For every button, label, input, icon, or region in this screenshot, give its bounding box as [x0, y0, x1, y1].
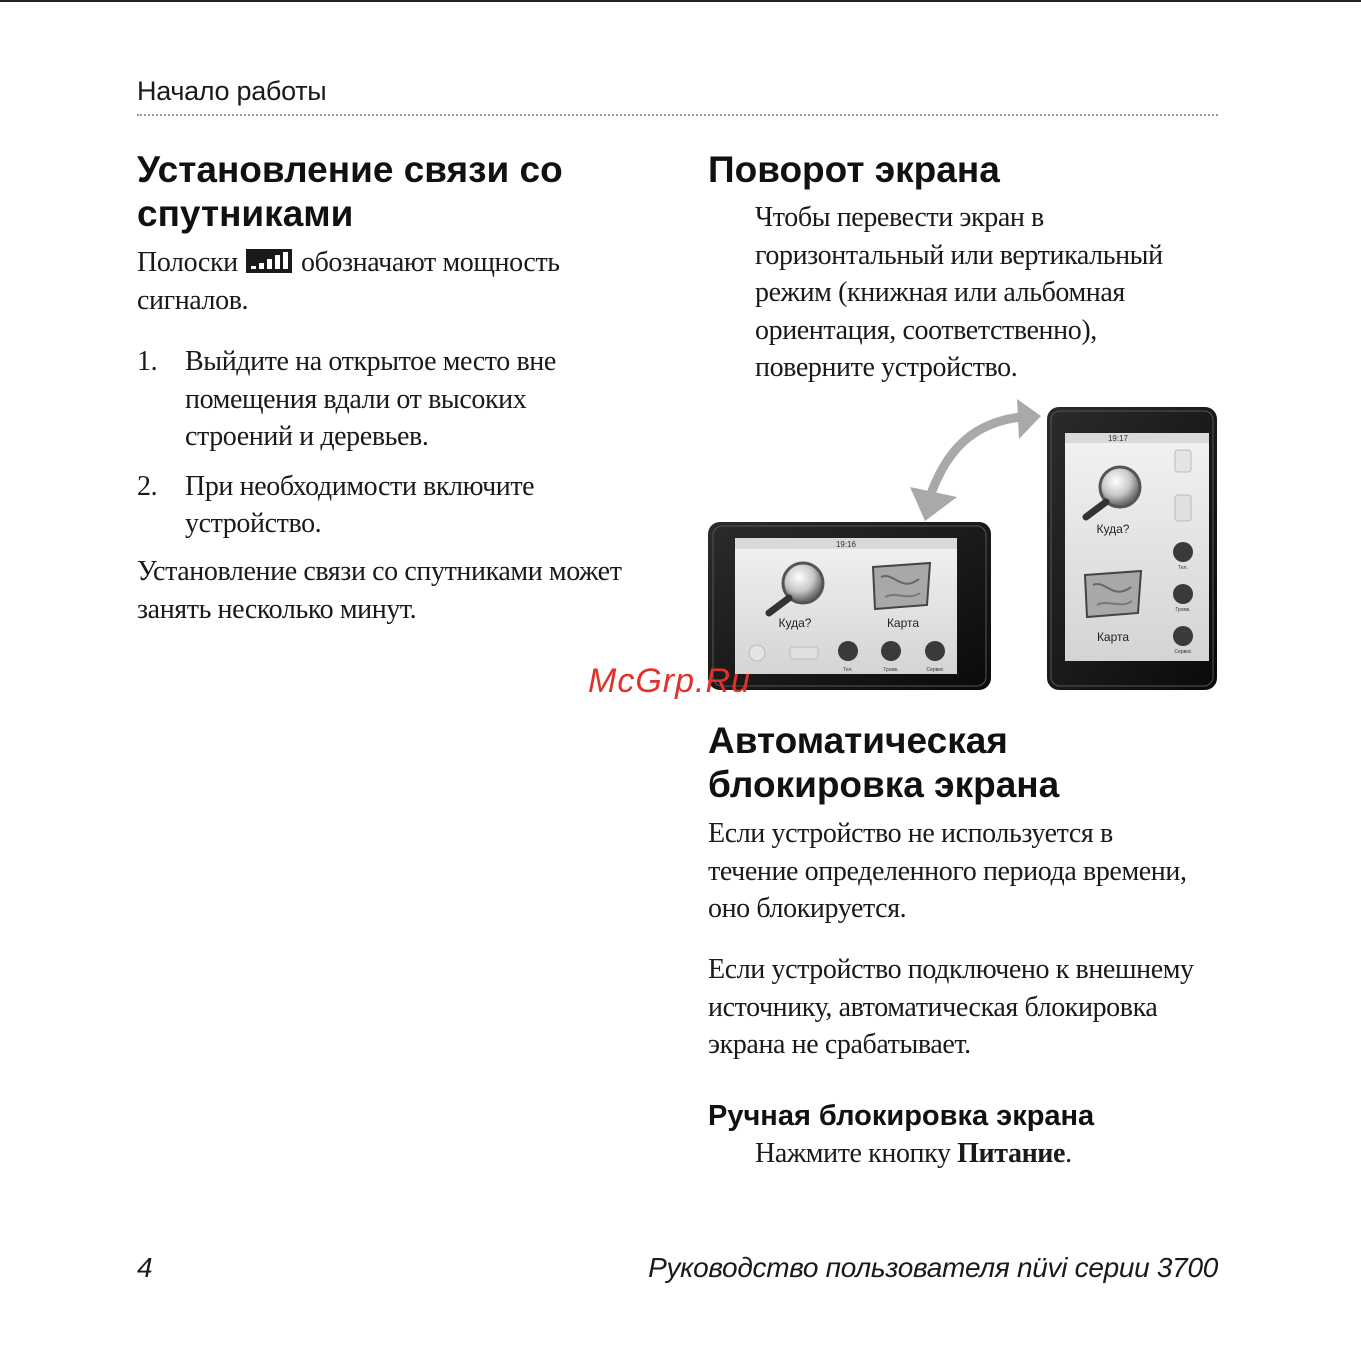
- satellites-heading-line1: Установление связи со: [137, 149, 563, 190]
- watermark: McGrp.Ru: [588, 662, 751, 700]
- intro-before: Полоски: [137, 247, 238, 278]
- step-text: При необходимости включите устройство.: [185, 470, 535, 539]
- rotate-line3: режим (книжная или альбомная: [755, 277, 1125, 308]
- landscape-btn2: Громк.: [883, 667, 899, 673]
- step-text: Выйдите на открытое место вне помещения вдали от высоких строений и деревьев.: [185, 346, 556, 452]
- rotate-text: [755, 199, 1225, 387]
- autolock-heading: [708, 719, 1228, 807]
- portrait-device: [1047, 407, 1217, 690]
- satellites-heading-line2: спутниками: [137, 193, 354, 234]
- rotate-line1: Чтобы перевести экран в: [755, 202, 1044, 233]
- rotate-line2: горизонтальный или вертикальный: [755, 239, 1163, 271]
- autolock-heading-line1: Автоматическая: [708, 720, 1008, 761]
- portrait-btn3: Сервис: [1174, 649, 1192, 655]
- landscape-where-label: Куда?: [778, 616, 812, 630]
- autolock-paragraph-1: [708, 815, 1228, 928]
- intro-after: обозначают мощность: [300, 247, 560, 278]
- portrait-btn1: Тел.: [1178, 565, 1188, 571]
- autolock-p1-line2: течение определенного периода времени,: [708, 855, 1187, 887]
- rotate-arrow-icon: [910, 399, 1041, 521]
- list-item: [137, 468, 625, 543]
- rotate-line5: поверните устройство.: [755, 352, 1018, 383]
- manual-lock-before: Нажмите кнопку: [755, 1138, 951, 1169]
- rotate-line4: ориентация, соответственно),: [755, 314, 1097, 346]
- power-key-label: Питание: [957, 1138, 1066, 1169]
- portrait-map-label: Карта: [1096, 630, 1130, 644]
- portrait-btn2: Громк.: [1175, 607, 1191, 613]
- satellites-note: [137, 553, 677, 628]
- footer-title: Руководство пользователя nüvi серии 3700: [648, 1252, 1218, 1283]
- rotate-heading: Поворот экрана: [708, 149, 1000, 190]
- signal-bars-icon: [246, 249, 292, 273]
- landscape-map-label: Карта: [886, 616, 920, 630]
- autolock-p2-line2: источнику, автоматическая блокировка: [708, 991, 1158, 1023]
- landscape-time: 19:16: [835, 540, 857, 549]
- note-line1: Установление связи со спутниками может: [137, 556, 622, 587]
- list-item: [137, 343, 625, 456]
- autolock-p1-line1: Если устройство не используется в: [708, 818, 1113, 849]
- map-icon: [1085, 571, 1141, 617]
- landscape-btn1: Тел.: [843, 667, 853, 673]
- autolock-heading-line2: блокировка экрана: [708, 764, 1060, 805]
- rotation-illustration: [705, 395, 1220, 695]
- steps-list: [137, 343, 657, 555]
- header-dotted-rule: [137, 114, 1218, 116]
- top-border: [0, 0, 1361, 2]
- portrait-time: 19:17: [1107, 434, 1129, 443]
- step-number: 1.: [137, 346, 158, 377]
- autolock-p1-line3: оно блокируется.: [708, 893, 907, 924]
- manual-lock-heading: Ручная блокировка экрана: [708, 1100, 1095, 1132]
- satellites-heading: [137, 148, 677, 236]
- map-icon: [873, 563, 930, 609]
- page-number: 4: [137, 1252, 153, 1283]
- manual-lock-text: [755, 1135, 1225, 1173]
- intro-line2: сигналов.: [137, 284, 249, 316]
- portrait-where-label: Куда?: [1096, 522, 1130, 536]
- landscape-btn3: Сервис: [926, 667, 944, 673]
- note-line2: занять несколько минут.: [137, 593, 417, 625]
- autolock-p2-line1: Если устройство подключено к внешнему: [708, 954, 1194, 985]
- step-number: 2.: [137, 470, 158, 502]
- autolock-paragraph-2: [708, 951, 1228, 1064]
- running-head: Начало работы: [137, 76, 327, 106]
- manual-lock-after: .: [1065, 1138, 1072, 1169]
- satellites-intro: [137, 244, 677, 319]
- autolock-p2-line3: экрана не срабатывает.: [708, 1029, 971, 1060]
